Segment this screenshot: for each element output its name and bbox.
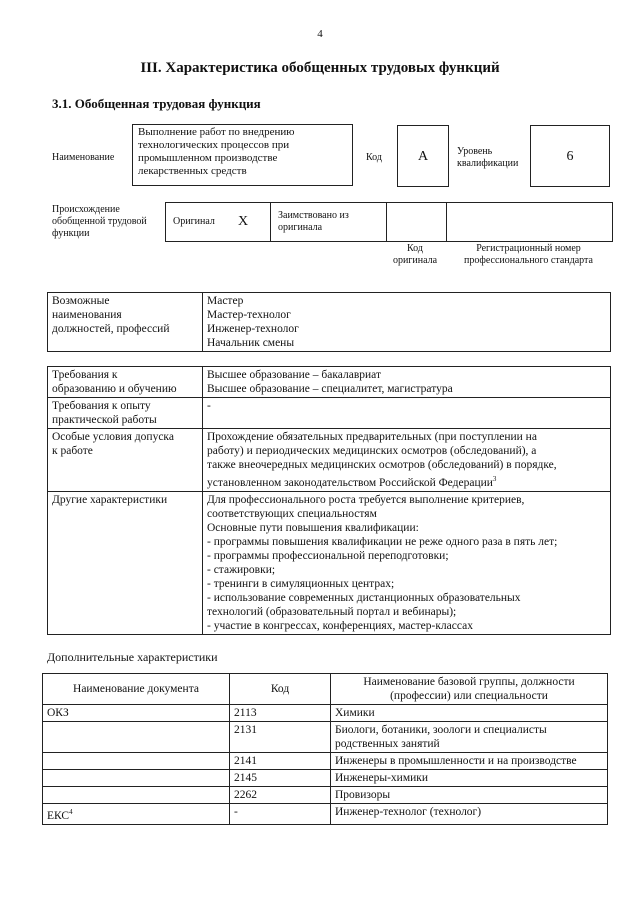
table-row — [43, 770, 608, 787]
positions-label-line: должностей, профессий — [52, 323, 170, 335]
subsection-title: 3.1. Обобщенная трудовая функция — [52, 96, 261, 111]
positions-table — [47, 292, 611, 352]
code-cell: 2113 — [230, 705, 331, 722]
req-label-line: Особые условия допуска — [52, 431, 174, 443]
req-value-text: установленном законодательством Российской Федерации — [207, 476, 493, 489]
table-row — [43, 705, 608, 722]
original-mark: X — [238, 214, 249, 229]
doc-cell — [43, 753, 230, 770]
divider — [446, 203, 447, 241]
code-caption — [386, 243, 444, 267]
req-label-line: к работе — [52, 445, 93, 457]
req-label — [48, 429, 203, 492]
requirements-table — [47, 366, 611, 635]
table-row — [43, 804, 608, 825]
req-value — [203, 398, 611, 429]
table-row — [48, 398, 611, 429]
doc-cell — [43, 787, 230, 804]
reg-caption-line: профессионального стандарта — [464, 255, 593, 266]
table-row — [43, 722, 608, 753]
code-value-box — [397, 125, 449, 187]
level-label-line: квалификации — [457, 158, 519, 169]
req-value-line: Прохождение обязательных предварительных (при поступлении на — [207, 431, 537, 443]
position-item: Инженер-технолог — [207, 323, 299, 335]
name-cell: Инженеры-химики — [331, 770, 608, 787]
position-item: Мастер-технолог — [207, 309, 291, 321]
level-label — [457, 146, 518, 170]
level-value-box — [530, 125, 610, 187]
divider — [270, 203, 271, 241]
req-label — [48, 367, 203, 398]
req-value-line: также внеочередных медицинских осмотров (обследований) в порядке, — [207, 459, 557, 471]
req-value-line: - тренинги в симуляционных центрах; — [207, 577, 395, 590]
req-value-line: - участие в конгрессах, конференциях, мастер-классах — [207, 619, 473, 632]
req-value-line: соответствующих специальностям — [207, 507, 377, 520]
position-item: Начальник смены — [207, 337, 295, 349]
req-value-line: Для профессионального роста требуется выполнение критериев, — [207, 493, 525, 506]
code-value: А — [417, 149, 429, 164]
positions-values — [203, 293, 611, 352]
req-value-line: - — [207, 400, 211, 412]
header-cell: Наименование документа — [43, 674, 230, 705]
position-item: Мастер — [207, 295, 244, 307]
req-label-line: Требования к опыту — [52, 400, 151, 412]
doc-cell — [43, 804, 230, 825]
borrowed-label-line: Заимствовано из — [278, 210, 349, 221]
table-row — [48, 429, 611, 492]
additional-table — [42, 673, 608, 825]
req-value-line: работу) и периодических медицинских осмотров (обследований), а — [207, 445, 537, 457]
name-cell: Инженеры в промышленности и на производстве — [331, 753, 608, 770]
req-value — [203, 429, 611, 492]
code-cell: 2262 — [230, 787, 331, 804]
req-label-line: Требования к — [52, 369, 118, 381]
code-cell: 2131 — [230, 722, 331, 753]
origin-label-line: обобщенной трудовой — [52, 216, 147, 227]
req-value-line — [207, 472, 606, 490]
function-name-line: промышленном производстве — [138, 152, 278, 164]
footnote-ref: 3 — [492, 475, 497, 483]
borrowed-label-line: оригинала — [278, 222, 323, 233]
name-label: Наименование — [52, 152, 115, 163]
positions-label-line: Возможные — [52, 295, 110, 307]
req-value-line: - программы профессиональной переподготовки; — [207, 549, 449, 562]
req-value-line: Высшее образование – бакалавриат — [207, 369, 381, 381]
code-cell: - — [230, 804, 331, 825]
borrowed-label — [278, 210, 349, 234]
function-name-line: технологических процессов при — [138, 139, 290, 151]
header-cell: Наименование базовой группы, должности (профессии) или специальности — [331, 674, 608, 705]
footnote-ref: 4 — [69, 808, 73, 816]
page-number: 4 — [317, 28, 323, 40]
code-caption-line: Код — [407, 243, 423, 254]
req-value-line: Основные пути повышения квалификации: — [207, 521, 419, 534]
section-title: III. Характеристика обобщенных трудовых функций — [140, 60, 500, 76]
table-row — [48, 367, 611, 398]
req-label-line: Другие характеристики — [52, 493, 168, 506]
req-value-line: - использование современных дистанционных образовательных — [207, 591, 521, 604]
function-name-line: Выполнение работ по внедрению — [138, 126, 295, 138]
req-label-line: практической работы — [52, 414, 157, 426]
table-row — [43, 787, 608, 804]
code-cell: 2141 — [230, 753, 331, 770]
reg-caption-line: Регистрационный номер — [476, 243, 581, 254]
level-label-line: Уровень — [457, 146, 493, 157]
additional-title: Дополнительные характеристики — [47, 650, 218, 664]
doc-cell — [43, 770, 230, 787]
name-cell: Химики — [331, 705, 608, 722]
req-value — [203, 367, 611, 398]
origin-label — [52, 204, 147, 240]
original-label: Оригинал — [173, 216, 215, 227]
name-cell: Инженер-технолог (технолог) — [331, 804, 608, 825]
req-value-line: - стажировки; — [207, 563, 276, 576]
origin-label-line: Происхождение — [52, 204, 120, 215]
divider — [386, 203, 387, 241]
function-name-box — [132, 124, 353, 186]
code-caption-line: оригинала — [392, 255, 438, 266]
req-value-line: - программы повышения квалификации не реже одного раза в пять лет; — [207, 535, 558, 548]
positions-label — [48, 293, 203, 352]
table-row — [48, 491, 611, 634]
req-label-line: образованию и обучению — [52, 383, 177, 395]
table-row — [43, 753, 608, 770]
reg-caption — [446, 243, 611, 267]
req-label — [48, 398, 203, 429]
origin-label-line: функции — [52, 228, 90, 239]
doc-cell: ОКЗ — [43, 705, 230, 722]
req-value-line: технологий (образовательный портал и вебинары); — [207, 605, 457, 618]
req-value — [203, 491, 611, 634]
doc-text: ЕКС — [47, 809, 70, 822]
function-name-line: лекарственных средств — [138, 165, 247, 177]
req-value-line: Высшее образование – специалитет, магистратура — [207, 383, 453, 395]
table-header-row — [43, 674, 608, 705]
name-cell: Биологи, ботаники, зоологи и специалисты родственных занятий — [331, 722, 608, 753]
doc-cell — [43, 722, 230, 753]
name-cell: Провизоры — [331, 787, 608, 804]
code-cell: 2145 — [230, 770, 331, 787]
req-label — [48, 491, 203, 634]
header-cell: Код — [230, 674, 331, 705]
level-value: 6 — [566, 149, 574, 164]
code-label: Код — [366, 152, 382, 163]
positions-label-line: наименования — [52, 309, 122, 321]
origin-row — [165, 202, 613, 242]
